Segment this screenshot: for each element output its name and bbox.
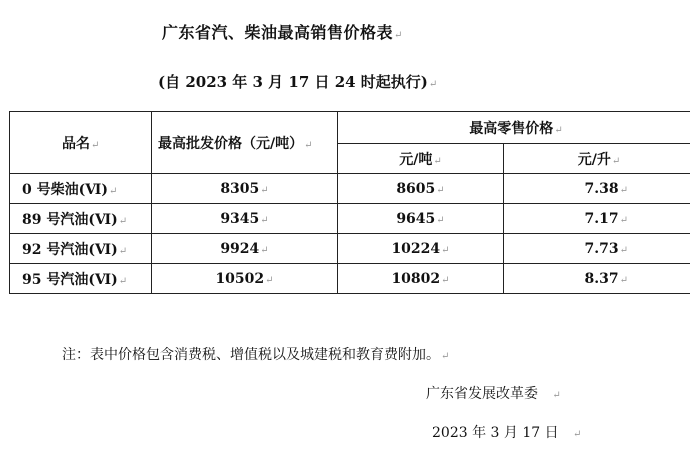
- cell-mark-icon: ↵: [304, 139, 313, 151]
- wholesale-price-cell: [152, 264, 338, 294]
- cell-mark-icon: ↵: [619, 244, 629, 256]
- retail-liter-price: 7.73: [584, 240, 619, 257]
- wholesale-price: 10502: [215, 270, 265, 287]
- header-retail: [338, 112, 690, 144]
- header-wholesale-label: 最高批发价格（元/吨）: [158, 135, 304, 152]
- paragraph-mark-icon: ↵: [552, 390, 561, 401]
- cell-mark-icon: ↵: [619, 184, 629, 196]
- page-title: [162, 20, 403, 43]
- paragraph-mark-icon: ↵: [428, 79, 438, 90]
- cell-mark-icon: ↵: [118, 215, 128, 227]
- header-retail-per-liter: [504, 144, 690, 174]
- retail-ton-price: 10224: [391, 240, 441, 257]
- cell-mark-icon: ↵: [436, 184, 445, 196]
- table-row: [10, 174, 690, 204]
- cell-mark-icon: ↵: [619, 274, 629, 286]
- cell-mark-icon: ↵: [260, 214, 269, 226]
- cell-mark-icon: ↵: [91, 139, 100, 151]
- product-name: 92 号汽油(Ⅵ): [22, 241, 118, 258]
- product-cell: [10, 264, 152, 294]
- header-retail-per-ton: [338, 144, 504, 174]
- header-wholesale: [152, 112, 338, 174]
- product-cell: [10, 234, 152, 264]
- issuer-signature: [426, 383, 561, 403]
- cell-mark-icon: ↵: [554, 124, 563, 136]
- wholesale-price-cell: [152, 204, 338, 234]
- cell-mark-icon: ↵: [118, 275, 128, 287]
- retail-liter-price-cell: [504, 174, 690, 204]
- page-title-text: 广东省汽、柴油最高销售价格表: [162, 23, 394, 42]
- wholesale-price: 9345: [220, 210, 260, 227]
- table-header-row: [10, 112, 690, 144]
- cell-mark-icon: ↵: [436, 214, 445, 226]
- product-name: 95 号汽油(Ⅵ): [22, 271, 118, 288]
- retail-liter-price: 7.17: [584, 210, 619, 227]
- retail-liter-price: 8.37: [584, 270, 619, 287]
- retail-ton-price-cell: [338, 234, 504, 264]
- retail-ton-price-cell: [338, 174, 504, 204]
- table-row: [10, 264, 690, 294]
- retail-ton-price: 8605: [396, 180, 436, 197]
- wholesale-price: 8305: [220, 180, 260, 197]
- cell-mark-icon: ↵: [265, 274, 274, 286]
- retail-ton-price-cell: [338, 204, 504, 234]
- effective-date-text: (自 2023 年 3 月 17 日 24 时起执行): [158, 73, 428, 91]
- header-retail-per-liter-label: 元/升: [577, 151, 611, 168]
- tax-note-text: 注：表中价格包含消费税、增值税以及城建税和教育费附加。: [62, 347, 440, 363]
- cell-mark-icon: ↵: [433, 155, 442, 167]
- retail-liter-price-cell: [504, 234, 690, 264]
- cell-mark-icon: ↵: [118, 245, 128, 257]
- header-retail-per-ton-label: 元/吨: [399, 151, 433, 168]
- issue-date: [432, 422, 581, 442]
- table-row: [10, 204, 690, 234]
- product-cell: [10, 204, 152, 234]
- cell-mark-icon: ↵: [611, 155, 621, 167]
- issue-date-text: 2023 年 3 月 17 日: [432, 425, 559, 441]
- retail-liter-price: 7.38: [584, 180, 619, 197]
- cell-mark-icon: ↵: [441, 274, 450, 286]
- wholesale-price: 9924: [220, 240, 260, 257]
- retail-liter-price-cell: [504, 264, 690, 294]
- retail-ton-price: 10802: [391, 270, 441, 287]
- paragraph-mark-icon: ↵: [572, 429, 582, 440]
- header-retail-label: 最高零售价格: [469, 120, 554, 137]
- tax-note: [62, 344, 449, 364]
- retail-ton-price: 9645: [396, 210, 436, 227]
- retail-liter-price-cell: [504, 204, 690, 234]
- retail-ton-price-cell: [338, 264, 504, 294]
- cell-mark-icon: ↵: [108, 185, 118, 197]
- product-cell: [10, 174, 152, 204]
- header-product: [10, 112, 152, 174]
- header-product-label: 品名: [62, 135, 90, 152]
- paragraph-mark-icon: ↵: [441, 351, 450, 362]
- effective-date-subtitle: [158, 71, 437, 92]
- cell-mark-icon: ↵: [619, 214, 629, 226]
- price-table: [9, 111, 690, 294]
- cell-mark-icon: ↵: [441, 244, 450, 256]
- wholesale-price-cell: [152, 234, 338, 264]
- product-name: 89 号汽油(Ⅵ): [22, 211, 118, 228]
- table-row: [10, 234, 690, 264]
- product-name: 0 号柴油(Ⅵ): [22, 181, 108, 198]
- cell-mark-icon: ↵: [260, 184, 269, 196]
- paragraph-mark-icon: ↵: [394, 30, 403, 41]
- issuer-name: 广东省发展改革委: [426, 386, 538, 402]
- wholesale-price-cell: [152, 174, 338, 204]
- cell-mark-icon: ↵: [260, 244, 269, 256]
